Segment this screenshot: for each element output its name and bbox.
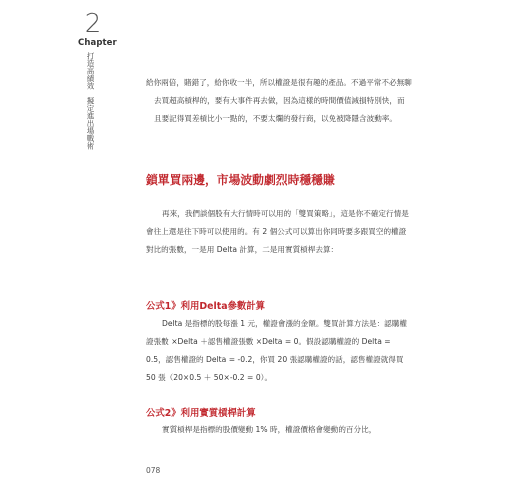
chapter-label: Chapter xyxy=(78,38,117,48)
formula2-heading: 公式2》利用實質槓桿計算 xyxy=(146,408,256,419)
chapter-side-title: 打造高績效 擬定進出場戰術 xyxy=(86,52,95,150)
section-paragraph: 再來，我們談個股有大行情時可以用的「雙買策略」，這是你不確定行情是會往上還是往下時可以使用的。有 2 個公式可以算出你同時要多跟買空的權證對比的張數，一是用 Delta 計算，二是用實質槓桿去算： xyxy=(146,209,409,254)
section-heading: 鎖單買兩邊，市場波動劇烈時穩穩賺 xyxy=(146,173,335,187)
formula1-heading: 公式1》利用Delta參數計算 xyxy=(146,301,266,312)
intro-paragraph: 給你兩倍，賭錯了，給你收一半，所以權證是很有趣的產品。不過平常不必無聊去買超高槓桿的，要有大事件再去做，因為這樣的時間價值減損特別快，而且要記得買差槓比小一點的，不要太爛的發行商，以免被降隱含波動率。 xyxy=(146,78,412,123)
formula1-body: Delta 是指標的股每漲 1 元，權證會漲的金額。雙買計算方法是：認購權證張數 ×Delta ＋認售權證張數 ×Delta = 0。假設認購權證的 Delta = 0.5，認售權證的 Delta = -0.2，你買 20 張認購權證的話，認售權證就得買 50 張（20×0.5 ＋ 50×-0.2 = 0）。 xyxy=(146,319,407,382)
formula2-body: 實質槓桿是指標的股價變動 1% 時，權證價格會變動的百分比， xyxy=(162,425,377,434)
page-number: 078 xyxy=(146,466,161,475)
chapter-number: 2 xyxy=(84,9,102,39)
